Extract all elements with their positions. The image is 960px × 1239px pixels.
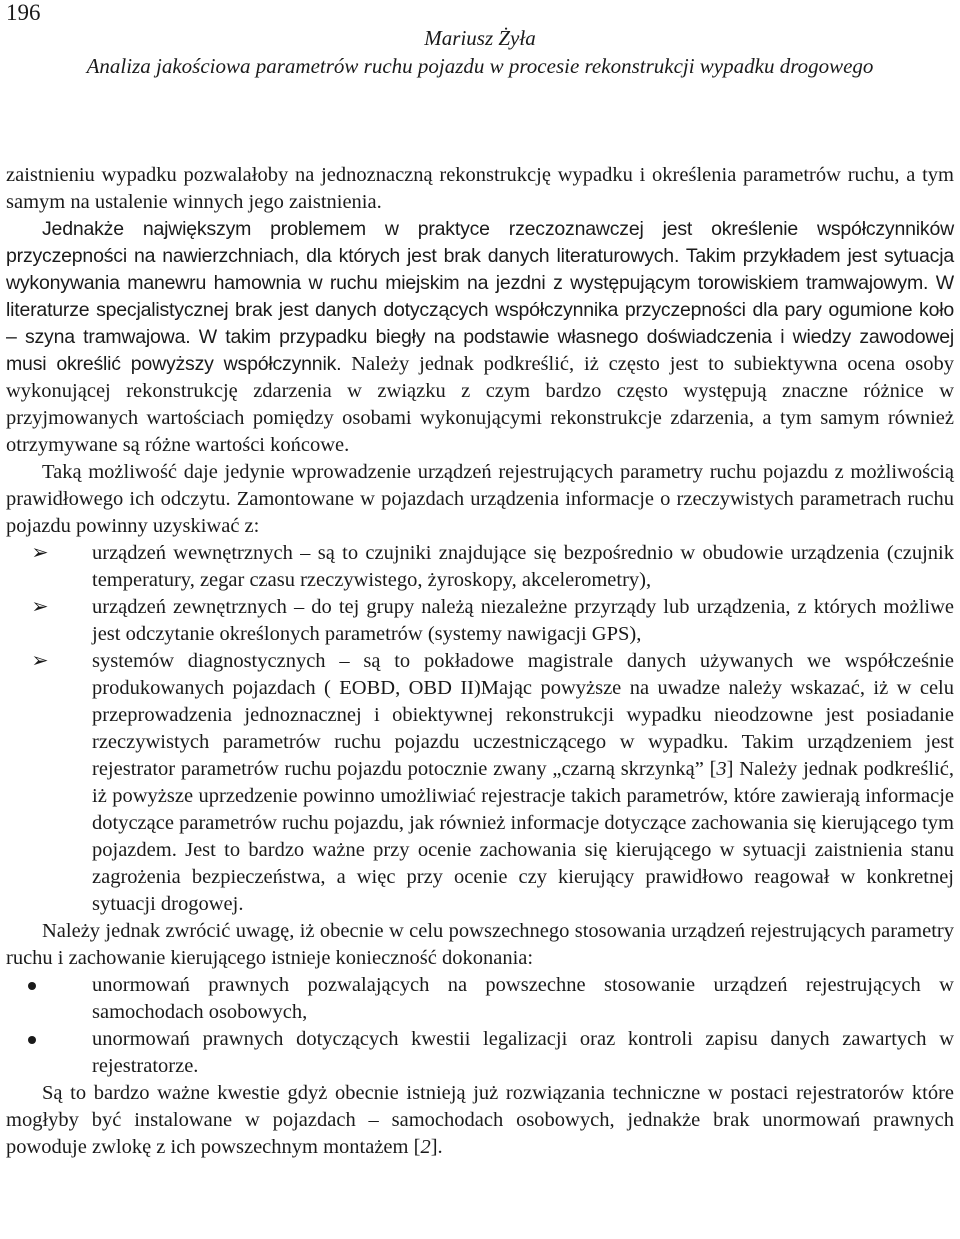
paragraph-5	[6, 1080, 954, 1161]
arrow-bullet-icon: ➢	[31, 596, 49, 618]
page-number: 196	[6, 0, 41, 25]
paragraph-5-text: Są to bardzo ważne kwestie gdyż obecnie istnieją już rozwiązania techniczne w postaci rejestratorów które mogłyby być instalowane w pojazdach – samochodach osobowych, jednakże brak unormowań prawnych powoduje zwlokę z ich powszechnym montażem [	[6, 1082, 954, 1158]
requirements-list	[6, 972, 954, 1080]
running-head	[0, 24, 960, 80]
paragraph-4: Należy jednak zwrócić uwagę, iż obecnie w celu powszechnego stosowania urządzeń rejestrujących parametry ruchu i zachowanie kierującego istnieje konieczność dokonania:	[6, 920, 954, 969]
bullet-dot-icon	[28, 982, 36, 990]
paragraph-2-text: Jednakże największym problemem w praktyce rzeczoznawczej jest określenie współczynników przyczepności na nawierzchniach, dla których jest brak danych literaturowych. Takim przykładem jest sytuacja wykonywania manewru hamownia w ruchu miejskim na jezdni z występującym torowiskiem tramwajowym. W literaturze specjalistycznej brak jest danych dotyczących współczynnika przyczepności dla pary ogumione koło – szyna tramwajowa. W takim przypadku biegły na podstawie własnego doświadczenia i wiedzy zawodowej musi określić powyższy współczynnik.	[6, 218, 954, 375]
citation-number: 3	[716, 758, 727, 780]
list-item-text: urządzeń zewnętrznych – do tej grupy należą niezależne przyrządy lub urządzenia, z których możliwe jest odczytanie określonych parametrów (systemy nawigacji GPS),	[92, 596, 954, 645]
bullet-dot-icon	[28, 1036, 36, 1044]
paragraph-3: Taką możliwość daje jedynie wprowadzenie urządzeń rejestrujących parametry ruchu pojazdu z możliwością prawidłowego ich odczytu. Zamontowane w pojazdach urządzenia informacje o rzeczywistych parametrach ruchu pojazdu powinny uzyskiwać z:	[6, 461, 954, 537]
list-item	[6, 1026, 954, 1080]
list-item-text: urządzeń wewnętrznych – są to czujniki znajdujące się bezpośrednio w obudowie urządzenia (czujnik temperatury, zegar czasu rzeczywistego, żyroskopy, akcelerometry),	[92, 542, 954, 591]
list-item	[6, 540, 954, 594]
author-name: Mariusz Żyła	[424, 26, 536, 50]
citation-number: 2	[420, 1136, 431, 1158]
paragraph-1: zaistnieniu wypadku pozwalałoby na jednoznaczną rekonstrukcję wypadku i określenia parametrów ruchu, a tym samym na ustalenie winnych jego zaistnienia.	[6, 164, 954, 213]
list-item	[6, 972, 954, 1026]
list-item-text: systemów diagnostycznych – są to pokładowe magistrale danych używanych we współcześnie produkowanych pojazdach ( EOBD, OBD II)Mając powyższe na uwadze należy wskazać, iż w celu przeprowadzenia jednoznacznej i obiektywnej rekonstrukcji wypadku nieodzowne jest posiadanie rzeczywistych parametrów ruchu pojazdu uczestniczącego w wypadku. Takim urządzeniem jest rejestrator parametrów ruchu pojazdu potocznie zwany „czarną skrzynką” [	[92, 650, 954, 780]
list-item	[6, 648, 954, 918]
body-text	[6, 162, 954, 1161]
sources-list	[6, 540, 954, 918]
list-item-text-continuation: ] Należy jednak podkreślić, iż powyższe uprzedzenie powinno umożliwiać rejestracje takich parametrów, które zawierają informacje dotyczące parametrów ruchu pojazdu, jak również informacje dotyczące zachowania się kierującego tym pojazdem. Jest to bardzo ważne przy ocenie zachowania się kierującego w sytuacji zaistnienia stanu zagrożenia bezpieczeństwa, a więc przy ocenie czy kierujący prawidłowo reagował w konkretnej sytuacji drogowej.	[92, 758, 954, 915]
list-item	[6, 594, 954, 648]
list-item-text: unormowań prawnych dotyczących kwestii legalizacji oraz kontroli zapisu danych zawartych w rejestratorze.	[92, 1028, 954, 1077]
article-title: Analiza jakościowa parametrów ruchu pojazdu w procesie rekonstrukcji wypadku drogowego	[86, 54, 874, 78]
arrow-bullet-icon: ➢	[31, 542, 49, 564]
paragraph-2	[6, 216, 954, 459]
list-item-text: unormowań prawnych pozwalających na powszechne stosowanie urządzeń rejestrujących w samochodach osobowych,	[92, 974, 954, 1023]
paragraph-2-continuation: Należy jednak podkreślić, iż często jest to subiektywna ocena osoby wykonującej rekonstrukcję zdarzenia w związku z czym bardzo często występują znaczne różnice w przyjmowanych wartościach pomiędzy osobami wykonującymi rekonstrukcje zdarzenia, a tym samym również otrzymywane są różne wartości końcowe.	[6, 353, 954, 456]
arrow-bullet-icon: ➢	[31, 650, 49, 672]
paragraph-5-end: ].	[430, 1136, 443, 1158]
